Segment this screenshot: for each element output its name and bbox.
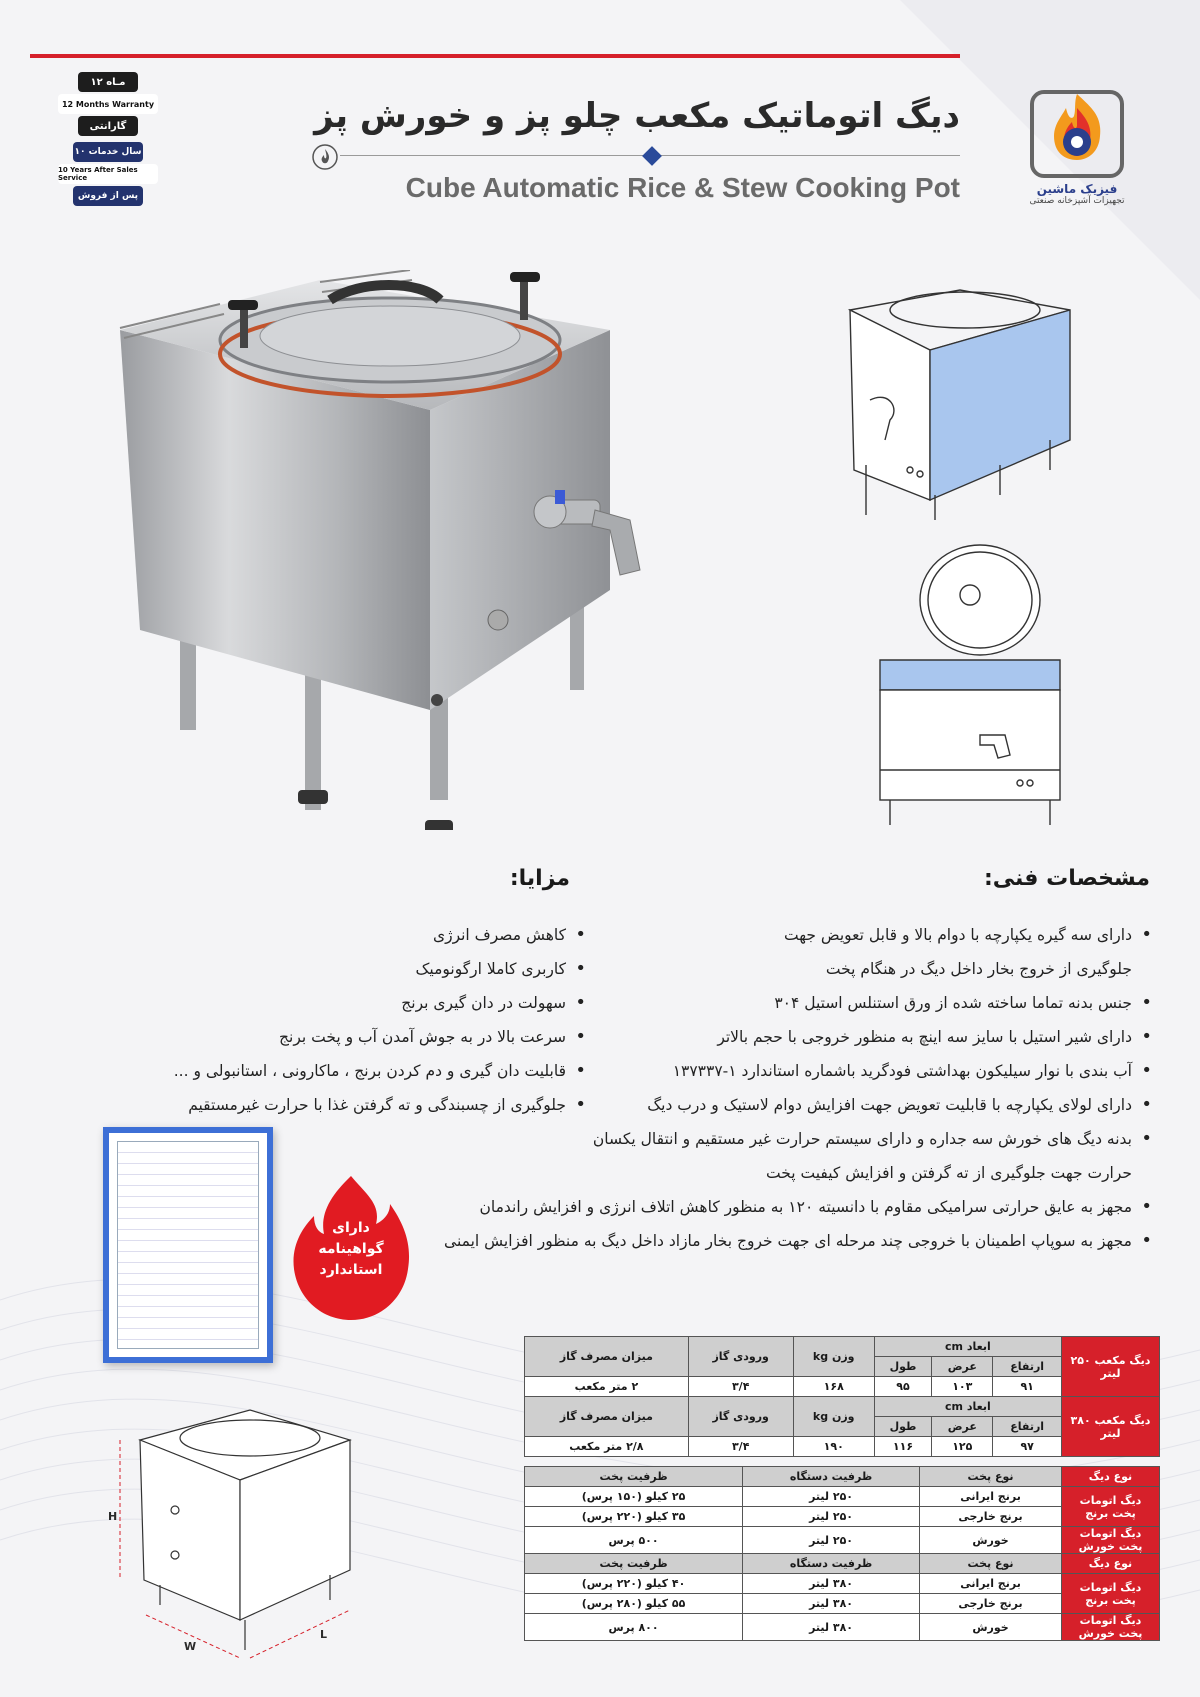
list-item: • مجهز به عایق حرارتی سرامیکی مقاوم با دانسیته ۱۲۰ به منظور کاهش اتلاف انرژی و افزایش راندمان [514,1190,1154,1224]
header-cook: نوع پخت [920,1554,1062,1574]
cell: برنج خارجی [920,1507,1062,1527]
dimensions-drawing [100,1390,380,1670]
service-years: ۱۰ سال خدمات [73,142,143,162]
certificate-document [117,1141,259,1349]
list-item: • دارای لولای یکپارچه با قابلیت تعویض جهت افزایش دوام لاستیک و درب دیگ [514,1088,1154,1122]
header-gas-in: ورودی گاز [688,1397,793,1437]
header-cap: ظرفیت دستگاه [743,1467,920,1487]
header-dims: ابعاد cm [874,1337,1061,1357]
header-dims: ابعاد cm [874,1397,1061,1417]
cell: ۳/۴ [688,1377,793,1397]
dim-l-label: L [320,1628,328,1641]
cell: ۱۰۳ [932,1377,993,1397]
dim-w-label: W [184,1640,197,1653]
header-gas-use: میزان مصرف گاز [525,1397,689,1437]
cell: ۳/۴ [688,1437,793,1457]
cell: ۳۸۰ لیتر [743,1614,920,1641]
cell: ۲۵۰ لیتر [743,1487,920,1507]
list-item: • دارای شیر استیل با سایز سه اینچ به منظور خروجی با حجم بالاتر [514,1020,1154,1054]
header-width: عرض [932,1417,993,1437]
cell: ۱۶۸ [793,1377,874,1397]
table-row-label: دیگ مکعب ۲۵۰ لیتر [1062,1337,1160,1397]
standard-line2: گواهینامه [318,1241,384,1257]
header-height: ارتفاع [993,1417,1062,1437]
header-height: ارتفاع [993,1357,1062,1377]
list-item: • سرعت بالا در به جوش آمدن آب و پخت برنج [108,1020,588,1054]
list-item: • قابلیت دان گیری و دم کردن برنج ، ماکارونی ، استانبولی و ... [108,1054,588,1088]
flame-icon [312,144,338,170]
header-cap: ظرفیت دستگاه [743,1554,920,1574]
list-item: • دارای سه گیره یکپارچه با دوام بالا و قابل تعویض جهت [514,918,1154,952]
list-item: • بدنه دیگ های خورش سه جداره و دارای سیستم حرارت غیر مستقیم و انتقال یکسان [514,1122,1154,1156]
standard-badge-text [286,1218,416,1281]
cell: ۱۹۰ [793,1437,874,1457]
list-item: • مجهز به سوپاپ اطمینان با خروجی چند مرحله ای جهت خروج بخار مازاد داخل دیگ به منظور افزایش ایمنی [514,1224,1154,1258]
list-item: • سهولت در دان گیری برنج [108,986,588,1020]
dim-h-label: H [108,1510,118,1523]
cell: ۱۲۵ [932,1437,993,1457]
list-item: • آب بندی با نوار سیلیکون بهداشتی فودگرید باشماره استاندارد ۱-۱۳۷۳۳۷ [514,1054,1154,1088]
cell: ۲۵ کیلو (۱۵۰ پرس) [525,1487,743,1507]
header-length: طول [874,1417,931,1437]
page-title-en: Cube Automatic Rice & Stew Cooking Pot [405,172,960,203]
warranty-en: 12 Months Warranty [58,94,158,114]
table-row [525,1574,1160,1594]
cell: ۳۸۰ لیتر [743,1574,920,1594]
list-item: حرارت جهت جلوگیری از ته گرفتن و افزایش کیفیت پخت [766,1164,1132,1182]
cell: ۲ متر مکعب [525,1377,689,1397]
table-row [525,1614,1160,1641]
header-red-line [30,54,960,58]
cell: ۳۸۰ لیتر [743,1594,920,1614]
row-label: دیگ اتومات پخت برنج [1062,1574,1160,1614]
cell: ۱۱۶ [874,1437,931,1457]
cell: ۹۱ [993,1377,1062,1397]
advantages-list [108,918,588,1122]
specs-heading: مشخصات فنی: [983,866,1150,891]
capacity-table [524,1466,1160,1641]
list-item: • جنس بدنه تماما ساخته شده از ورق استنلس استیل ۳۰۴ [514,986,1154,1020]
list-item: • جلوگیری از چسبندگی و ته گرفتن غذا با حرارت غیرمستقیم [108,1088,588,1122]
table-row [525,1487,1160,1507]
table-row [525,1527,1160,1554]
cell: ۹۷ [993,1437,1062,1457]
dimensions-table [524,1336,1160,1457]
page-title-fa: دیگ اتوماتیک مکعب چلو پز و خورش پز [314,96,960,136]
cell: برنج خارجی [920,1594,1062,1614]
cell: ۲۵۰ لیتر [743,1527,920,1554]
cell: ۲۵۰ لیتر [743,1507,920,1527]
cell: برنج ایرانی [920,1574,1062,1594]
logo-name: فیزیک ماشین [1036,182,1118,196]
header-out: ظرفیت پخت [525,1467,743,1487]
row-label: دیگ اتومات پخت خورش [1062,1527,1160,1554]
row-label: دیگ اتومات پخت خورش [1062,1614,1160,1641]
header-type: نوع دیگ [1062,1554,1160,1574]
cell: ۲/۸ متر مکعب [525,1437,689,1457]
line-drawing-open [870,540,1070,830]
header-cook: نوع پخت [920,1467,1062,1487]
logo-flame-gear-icon [1022,86,1132,182]
header-length: طول [874,1357,931,1377]
header-out: ظرفیت پخت [525,1554,743,1574]
line-drawing-closed [840,280,1080,520]
cell: ۴۰ کیلو (۲۲۰ پرس) [525,1574,743,1594]
list-item: • کاهش مصرف انرژی [108,918,588,952]
header-gas-in: ورودی گاز [688,1337,793,1377]
brand-logo [1022,86,1132,206]
header-weight: وزن kg [793,1397,874,1437]
cell: ۳۵ کیلو (۲۲۰ پرس) [525,1507,743,1527]
cell: خورش [920,1527,1062,1554]
warranty-badge [58,72,158,208]
list-item: جلوگیری از خروج بخار داخل دیگ در هنگام پخت [825,960,1132,978]
warranty-months: ۱۲ مـاه [78,72,138,92]
warranty-fa: گارانتی [78,116,138,136]
logo-tagline: تجهیزات آشپزخانه صنعتی [1029,196,1125,206]
product-photo [100,270,680,830]
cell: ۵۵ کیلو (۲۸۰ پرس) [525,1594,743,1614]
cell: ۹۵ [874,1377,931,1397]
list-item: • کاربری کاملا ارگونومیک [108,952,588,986]
table-row-label: دیگ مکعب ۳۸۰ لیتر [1062,1397,1160,1457]
advantages-heading: مزایا: [509,866,570,891]
cell: ۸۰۰ پرس [525,1614,743,1641]
service-en: 10 Years After Sales Service [58,164,158,184]
row-label: دیگ اتومات پخت برنج [1062,1487,1160,1527]
header-gas-use: میزان مصرف گاز [525,1337,689,1377]
header-weight: وزن kg [793,1337,874,1377]
cell: خورش [920,1614,1062,1641]
cell: ۵۰۰ پرس [525,1527,743,1554]
cell: برنج ایرانی [920,1487,1062,1507]
header-width: عرض [932,1357,993,1377]
standard-line1: دارای [332,1220,370,1236]
service-tail: پس از فروش [73,186,143,206]
header-type: نوع دیگ [1062,1467,1160,1487]
standard-certificate [103,1127,273,1363]
standard-line3: استاندارد [319,1262,383,1278]
